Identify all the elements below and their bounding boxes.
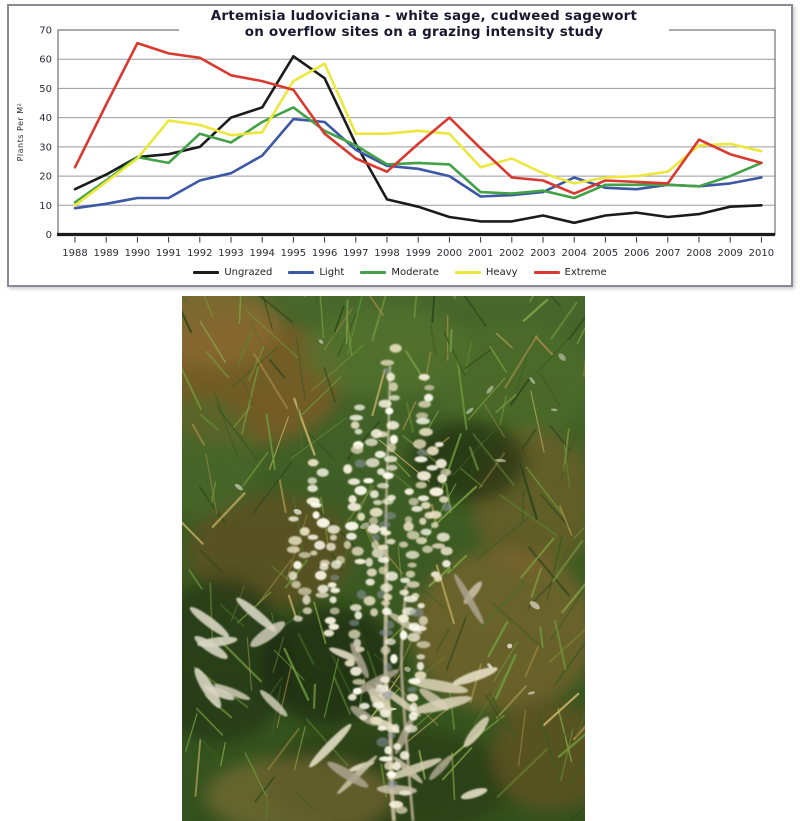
svg-text:1998: 1998 <box>374 248 400 259</box>
sage-photo <box>182 296 585 821</box>
legend-item-light <box>288 267 344 278</box>
legend-item-moderate <box>360 267 439 278</box>
svg-text:50: 50 <box>39 83 52 95</box>
legend-label: Moderate <box>391 266 439 278</box>
svg-text:1993: 1993 <box>218 248 244 259</box>
svg-text:10: 10 <box>39 200 52 212</box>
svg-text:30: 30 <box>39 142 52 154</box>
svg-text:2001: 2001 <box>467 248 494 259</box>
svg-text:1994: 1994 <box>249 248 275 259</box>
svg-text:2006: 2006 <box>623 248 650 259</box>
svg-text:0: 0 <box>45 230 52 241</box>
svg-text:2003: 2003 <box>530 248 556 259</box>
svg-text:1988: 1988 <box>62 248 88 259</box>
legend-label: Extreme <box>564 266 607 278</box>
svg-text:1991: 1991 <box>155 248 182 259</box>
legend-item-heavy <box>455 267 518 278</box>
legend-swatch <box>455 271 481 274</box>
svg-text:2000: 2000 <box>436 248 463 259</box>
series-line-extreme <box>75 43 761 194</box>
chart-panel <box>7 4 793 287</box>
svg-text:1996: 1996 <box>311 248 338 259</box>
svg-text:1995: 1995 <box>280 248 307 259</box>
gridlines <box>58 30 775 205</box>
legend-swatch <box>288 271 314 274</box>
legend-swatch <box>193 271 219 274</box>
svg-text:1997: 1997 <box>343 248 369 259</box>
sage-photo-illustration <box>182 296 585 821</box>
svg-text:70: 70 <box>39 25 52 37</box>
svg-text:1999: 1999 <box>405 248 431 259</box>
svg-text:2010: 2010 <box>748 248 775 259</box>
svg-text:40: 40 <box>39 113 52 125</box>
legend-swatch <box>534 271 560 274</box>
series-line-ungrazed <box>75 56 761 223</box>
svg-text:2004: 2004 <box>561 248 587 259</box>
line-chart <box>9 6 791 285</box>
svg-text:2008: 2008 <box>686 248 712 259</box>
legend-item-extreme <box>534 267 607 278</box>
chart-inner <box>9 6 791 285</box>
legend-item-ungrazed <box>193 267 272 278</box>
svg-text:20: 20 <box>39 171 52 183</box>
chart-title <box>179 6 669 41</box>
svg-text:1992: 1992 <box>187 248 213 259</box>
legend-label: Light <box>319 266 345 278</box>
chart-title-line1: Artemisia ludoviciana - white sage, cudweed sagewort <box>210 8 638 24</box>
legend-label: Ungrazed <box>224 266 273 278</box>
svg-text:60: 60 <box>39 54 52 66</box>
x-axis-labels <box>62 237 774 259</box>
svg-text:2007: 2007 <box>655 248 681 259</box>
svg-text:1989: 1989 <box>93 248 119 259</box>
svg-text:2009: 2009 <box>717 248 743 259</box>
chart-title-line2: on overflow sites on a grazing intensity study <box>244 24 604 40</box>
chart-legend <box>9 264 791 280</box>
y-axis-labels <box>39 26 52 242</box>
svg-text:2005: 2005 <box>592 248 619 259</box>
legend-swatch <box>360 271 386 274</box>
y-axis-title: Plants Per M² <box>16 102 25 162</box>
svg-text:1990: 1990 <box>124 248 151 259</box>
svg-text:2002: 2002 <box>499 248 525 259</box>
legend-label: Heavy <box>485 266 518 278</box>
